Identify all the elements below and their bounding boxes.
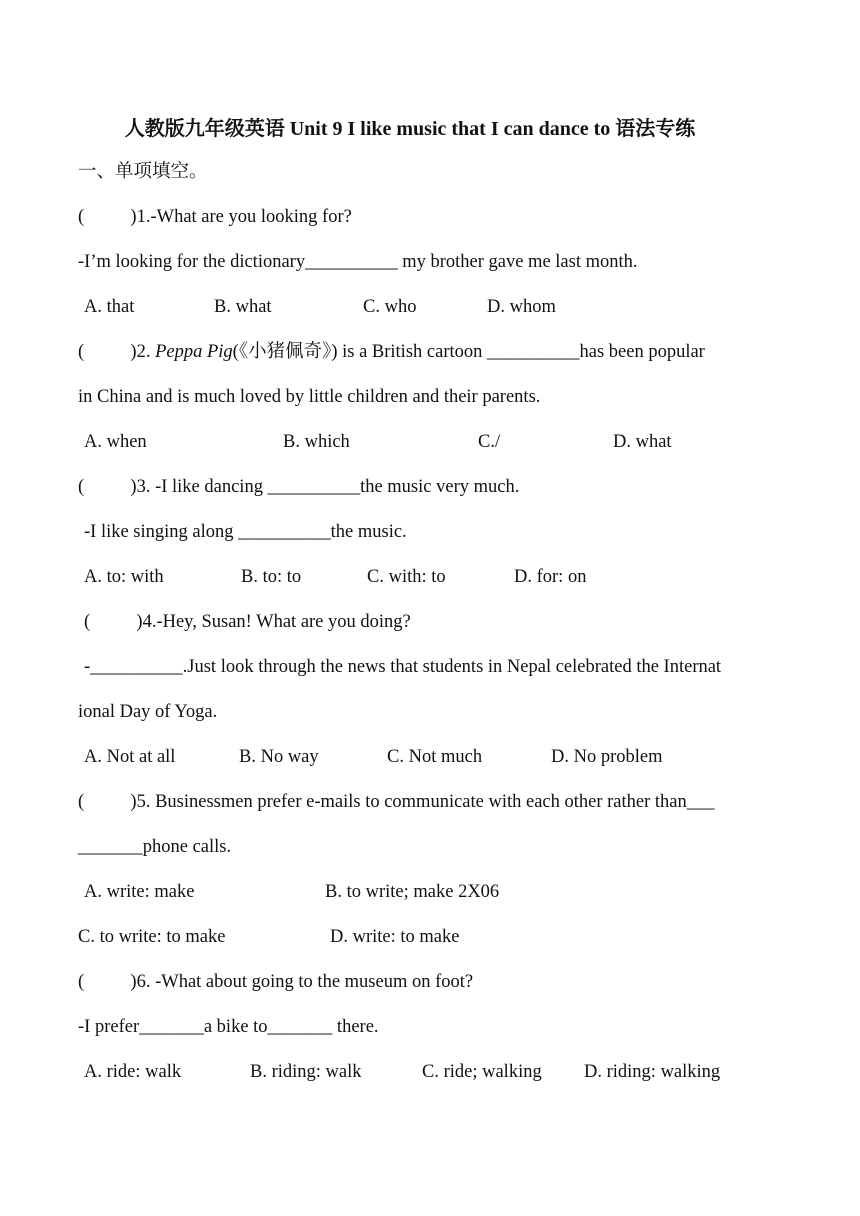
question-3-line2: -I like singing along __________the music.: [84, 522, 407, 542]
question-1-option-c: C. who: [363, 297, 417, 317]
question-5-line2: _______phone calls.: [78, 837, 232, 857]
question-6-line2: -I prefer_______a bike to_______ there.: [78, 1017, 379, 1037]
question-2-option-d: D. what: [613, 432, 672, 452]
question-2-option-c: C./: [478, 432, 501, 452]
question-4-line3: ional Day of Yoga.: [78, 702, 218, 722]
question-5-prompt: ( )5. Businessmen prefer e-mails to communicate with each other rather than___: [78, 792, 715, 812]
question-6-option-a: A. ride: walk: [84, 1062, 182, 1082]
question-2-prompt-end: (《小猪佩奇》) is a British cartoon __________has been popular: [232, 342, 705, 362]
question-1-option-b: B. what: [214, 297, 272, 317]
question-6-option-d: D. riding: walking: [584, 1062, 721, 1082]
question-6-option-b: B. riding: walk: [250, 1062, 362, 1082]
question-4-prompt: ( )4.-Hey, Susan! What are you doing?: [84, 612, 411, 632]
question-1-line2: -I’m looking for the dictionary__________ my brother gave me last month.: [78, 252, 638, 272]
question-2-prompt: [78, 340, 705, 364]
question-1-option-a: A. that: [84, 297, 135, 317]
question-6-prompt: ( )6. -What about going to the museum on foot?: [78, 972, 474, 992]
question-3-option-d: D. for: on: [514, 567, 587, 587]
question-4-option-d: D. No problem: [551, 747, 663, 767]
section-heading: 一、单项填空。: [78, 162, 208, 182]
question-4-option-b: B. No way: [239, 747, 319, 767]
question-3-option-c: C. with: to: [367, 567, 446, 587]
question-4-line2: -__________.Just look through the news that students in Nepal celebrated the Internat: [84, 657, 722, 677]
question-2-prompt-start: ( )2.: [78, 342, 156, 362]
question-2-option-b: B. which: [283, 432, 350, 452]
question-1-prompt: ( )1.-What are you looking for?: [78, 207, 352, 227]
question-3-option-b: B. to: to: [241, 567, 302, 587]
question-4-option-c: C. Not much: [387, 747, 483, 767]
question-5-option-c: C. to write: to make: [78, 927, 226, 947]
question-4-option-a: A. Not at all: [84, 747, 176, 767]
question-2-line2: in China and is much loved by little children and their parents.: [78, 387, 541, 407]
question-3-prompt: ( )3. -I like dancing __________the music very much.: [78, 477, 520, 497]
document-title: 人教版九年级英语 Unit 9 I like music that I can dance to 语法专练: [124, 118, 696, 140]
question-5-option-d: D. write: to make: [330, 927, 460, 947]
question-2-prompt-italic: Peppa Pig: [155, 342, 233, 362]
question-2-option-a: A. when: [84, 432, 147, 452]
question-3-option-a: A. to: with: [84, 567, 164, 587]
question-5-option-a: A. write: make: [84, 882, 195, 902]
question-1-option-d: D. whom: [487, 297, 556, 317]
question-5-option-b: B. to write; make 2X06: [325, 882, 500, 902]
question-6-option-c: C. ride; walking: [422, 1062, 542, 1082]
